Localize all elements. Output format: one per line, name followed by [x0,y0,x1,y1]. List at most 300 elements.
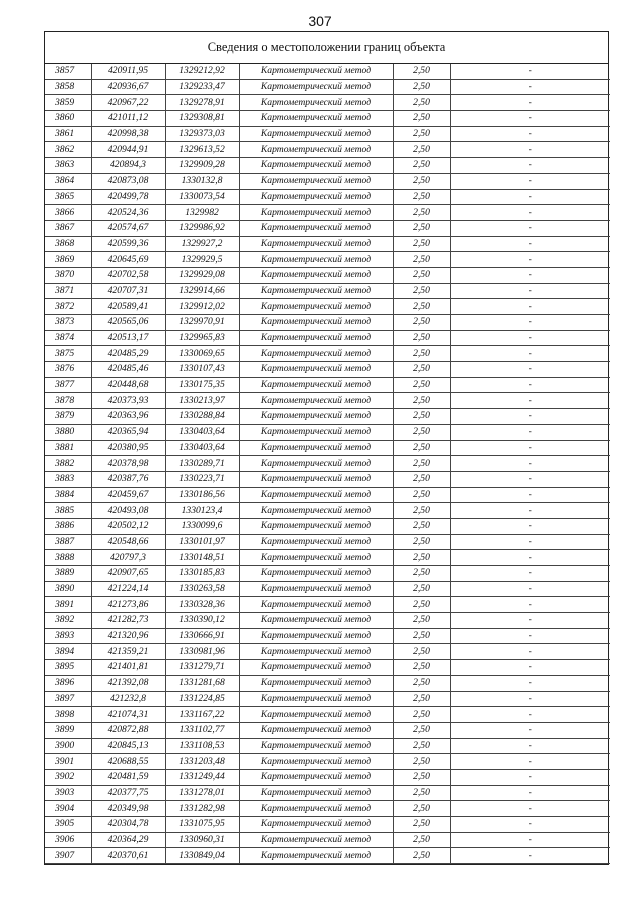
point-number-cell: 3870 [45,267,91,283]
table-row [45,158,610,174]
accuracy-cell: 2,50 [393,79,450,95]
y-coordinate-cell: 1329373,03 [165,126,239,142]
table-row [45,220,610,236]
point-number-cell: 3865 [45,189,91,205]
description-cell: - [450,346,610,362]
accuracy-cell: 2,50 [393,832,450,848]
y-coordinate-cell: 1329965,83 [165,330,239,346]
accuracy-cell: 2,50 [393,158,450,174]
accuracy-cell: 2,50 [393,691,450,707]
accuracy-cell: 2,50 [393,707,450,723]
method-cell: Картометрический метод [239,377,393,393]
accuracy-cell: 2,50 [393,409,450,425]
table-row [45,801,610,817]
method-cell: Картометрический метод [239,754,393,770]
y-coordinate-cell: 1330175,35 [165,377,239,393]
y-coordinate-cell: 1329929,08 [165,267,239,283]
method-cell: Картометрический метод [239,158,393,174]
accuracy-cell: 2,50 [393,126,450,142]
table-row [45,628,610,644]
description-cell: - [450,769,610,785]
table-row [45,675,610,691]
accuracy-cell: 2,50 [393,362,450,378]
description-cell: - [450,801,610,817]
accuracy-cell: 2,50 [393,581,450,597]
point-number-cell: 3878 [45,393,91,409]
sheet-title: Сведения о местоположении границ объекта [45,32,608,64]
point-number-cell: 3887 [45,534,91,550]
accuracy-cell: 2,50 [393,785,450,801]
table-row [45,566,610,582]
y-coordinate-cell: 1329914,66 [165,283,239,299]
point-number-cell: 3894 [45,644,91,660]
method-cell: Картометрический метод [239,628,393,644]
method-cell: Картометрический метод [239,79,393,95]
y-coordinate-cell: 1330213,97 [165,393,239,409]
y-coordinate-cell: 1331108,53 [165,738,239,754]
method-cell: Картометрический метод [239,848,393,864]
y-coordinate-cell: 1329929,5 [165,252,239,268]
x-coordinate-cell: 420967,22 [91,95,165,111]
accuracy-cell: 2,50 [393,252,450,268]
y-coordinate-cell: 1331203,48 [165,754,239,770]
table-row [45,205,610,221]
point-number-cell: 3898 [45,707,91,723]
method-cell: Картометрический метод [239,393,393,409]
method-cell: Картометрический метод [239,283,393,299]
table-row [45,534,610,550]
point-number-cell: 3871 [45,283,91,299]
x-coordinate-cell: 420377,75 [91,785,165,801]
accuracy-cell: 2,50 [393,848,450,864]
accuracy-cell: 2,50 [393,550,450,566]
y-coordinate-cell: 1330263,58 [165,581,239,597]
x-coordinate-cell: 420936,67 [91,79,165,95]
table-row [45,660,610,676]
description-cell: - [450,722,610,738]
page-number: 307 [308,13,332,29]
point-number-cell: 3892 [45,613,91,629]
table-row [45,330,610,346]
x-coordinate-cell: 420797,3 [91,550,165,566]
y-coordinate-cell: 1329212,92 [165,64,239,79]
x-coordinate-cell: 421392,08 [91,675,165,691]
x-coordinate-cell: 420481,59 [91,769,165,785]
y-coordinate-cell: 1331278,01 [165,785,239,801]
description-cell: - [450,817,610,833]
y-coordinate-cell: 1329613,52 [165,142,239,158]
point-number-cell: 3907 [45,848,91,864]
table-row [45,707,610,723]
method-cell: Картометрический метод [239,817,393,833]
point-number-cell: 3881 [45,440,91,456]
x-coordinate-cell: 420378,98 [91,456,165,472]
accuracy-cell: 2,50 [393,675,450,691]
method-cell: Картометрический метод [239,644,393,660]
method-cell: Картометрический метод [239,362,393,378]
table-row [45,252,610,268]
x-coordinate-cell: 420363,96 [91,409,165,425]
accuracy-cell: 2,50 [393,613,450,629]
description-cell: - [450,252,610,268]
x-coordinate-cell: 421011,12 [91,111,165,127]
accuracy-cell: 2,50 [393,628,450,644]
table-row [45,424,610,440]
description-cell: - [450,424,610,440]
x-coordinate-cell: 420448,68 [91,377,165,393]
point-number-cell: 3900 [45,738,91,754]
point-number-cell: 3869 [45,252,91,268]
x-coordinate-cell: 420548,66 [91,534,165,550]
point-number-cell: 3866 [45,205,91,221]
description-cell: - [450,236,610,252]
table-row [45,848,610,864]
description-cell: - [450,581,610,597]
x-coordinate-cell: 421232,8 [91,691,165,707]
point-number-cell: 3862 [45,142,91,158]
y-coordinate-cell: 1330403,64 [165,424,239,440]
method-cell: Картометрический метод [239,142,393,158]
description-cell: - [450,566,610,582]
table-row [45,550,610,566]
table-row [45,173,610,189]
table-row [45,503,610,519]
y-coordinate-cell: 1329912,02 [165,299,239,315]
table-row [45,126,610,142]
description-cell: - [450,267,610,283]
accuracy-cell: 2,50 [393,393,450,409]
point-number-cell: 3902 [45,769,91,785]
y-coordinate-cell: 1331224,85 [165,691,239,707]
accuracy-cell: 2,50 [393,769,450,785]
y-coordinate-cell: 1330328,36 [165,597,239,613]
y-coordinate-cell: 1330288,84 [165,409,239,425]
description-cell: - [450,613,610,629]
description-cell: - [450,832,610,848]
point-number-cell: 3899 [45,722,91,738]
description-cell: - [450,393,610,409]
method-cell: Картометрический метод [239,189,393,205]
method-cell: Картометрический метод [239,597,393,613]
coordinates-table [45,64,610,864]
x-coordinate-cell: 420702,58 [91,267,165,283]
method-cell: Картометрический метод [239,315,393,331]
method-cell: Картометрический метод [239,456,393,472]
coordinates-sheet [44,31,609,865]
table-row [45,769,610,785]
description-cell: - [450,660,610,676]
table-row [45,754,610,770]
table-row [45,267,610,283]
point-number-cell: 3897 [45,691,91,707]
point-number-cell: 3860 [45,111,91,127]
x-coordinate-cell: 420349,98 [91,801,165,817]
method-cell: Картометрический метод [239,801,393,817]
y-coordinate-cell: 1331279,71 [165,660,239,676]
method-cell: Картометрический метод [239,660,393,676]
description-cell: - [450,738,610,754]
method-cell: Картометрический метод [239,236,393,252]
method-cell: Картометрический метод [239,613,393,629]
point-number-cell: 3873 [45,315,91,331]
description-cell: - [450,173,610,189]
table-row [45,362,610,378]
x-coordinate-cell: 420911,95 [91,64,165,79]
description-cell: - [450,362,610,378]
description-cell: - [450,503,610,519]
x-coordinate-cell: 420499,78 [91,189,165,205]
description-cell: - [450,95,610,111]
x-coordinate-cell: 420364,29 [91,832,165,848]
y-coordinate-cell: 1329308,81 [165,111,239,127]
method-cell: Картометрический метод [239,518,393,534]
table-row [45,832,610,848]
x-coordinate-cell: 420304,78 [91,817,165,833]
description-cell: - [450,283,610,299]
table-row [45,95,610,111]
x-coordinate-cell: 420645,69 [91,252,165,268]
y-coordinate-cell: 1330123,4 [165,503,239,519]
point-number-cell: 3903 [45,785,91,801]
x-coordinate-cell: 420589,41 [91,299,165,315]
y-coordinate-cell: 1330069,65 [165,346,239,362]
method-cell: Картометрический метод [239,691,393,707]
point-number-cell: 3888 [45,550,91,566]
method-cell: Картометрический метод [239,503,393,519]
point-number-cell: 3859 [45,95,91,111]
x-coordinate-cell: 420502,12 [91,518,165,534]
point-number-cell: 3904 [45,801,91,817]
x-coordinate-cell: 420872,88 [91,722,165,738]
accuracy-cell: 2,50 [393,440,450,456]
method-cell: Картометрический метод [239,205,393,221]
accuracy-cell: 2,50 [393,315,450,331]
table-row [45,785,610,801]
point-number-cell: 3893 [45,628,91,644]
y-coordinate-cell: 1329927,2 [165,236,239,252]
x-coordinate-cell: 420565,06 [91,315,165,331]
x-coordinate-cell: 421273,86 [91,597,165,613]
y-coordinate-cell: 1330132,8 [165,173,239,189]
point-number-cell: 3906 [45,832,91,848]
x-coordinate-cell: 420894,3 [91,158,165,174]
y-coordinate-cell: 1331167,22 [165,707,239,723]
x-coordinate-cell: 421320,96 [91,628,165,644]
x-coordinate-cell: 420387,76 [91,471,165,487]
method-cell: Картометрический метод [239,409,393,425]
point-number-cell: 3874 [45,330,91,346]
description-cell: - [450,644,610,660]
x-coordinate-cell: 420485,29 [91,346,165,362]
table-row [45,440,610,456]
description-cell: - [450,79,610,95]
point-number-cell: 3889 [45,566,91,582]
accuracy-cell: 2,50 [393,754,450,770]
description-cell: - [450,220,610,236]
x-coordinate-cell: 420485,46 [91,362,165,378]
x-coordinate-cell: 421401,81 [91,660,165,676]
description-cell: - [450,848,610,864]
point-number-cell: 3876 [45,362,91,378]
description-cell: - [450,440,610,456]
table-row [45,393,610,409]
method-cell: Картометрический метод [239,95,393,111]
table-row [45,644,610,660]
description-cell: - [450,754,610,770]
method-cell: Картометрический метод [239,487,393,503]
method-cell: Картометрический метод [239,440,393,456]
x-coordinate-cell: 421224,14 [91,581,165,597]
method-cell: Картометрический метод [239,581,393,597]
point-number-cell: 3868 [45,236,91,252]
method-cell: Картометрический метод [239,64,393,79]
accuracy-cell: 2,50 [393,236,450,252]
point-number-cell: 3863 [45,158,91,174]
accuracy-cell: 2,50 [393,299,450,315]
description-cell: - [450,330,610,346]
point-number-cell: 3901 [45,754,91,770]
table-row [45,487,610,503]
description-cell: - [450,456,610,472]
accuracy-cell: 2,50 [393,597,450,613]
description-cell: - [450,534,610,550]
x-coordinate-cell: 420998,38 [91,126,165,142]
accuracy-cell: 2,50 [393,456,450,472]
accuracy-cell: 2,50 [393,330,450,346]
x-coordinate-cell: 420493,08 [91,503,165,519]
accuracy-cell: 2,50 [393,95,450,111]
y-coordinate-cell: 1329278,91 [165,95,239,111]
table-row [45,597,610,613]
accuracy-cell: 2,50 [393,111,450,127]
method-cell: Картометрический метод [239,252,393,268]
accuracy-cell: 2,50 [393,534,450,550]
accuracy-cell: 2,50 [393,173,450,189]
x-coordinate-cell: 420944,91 [91,142,165,158]
point-number-cell: 3883 [45,471,91,487]
y-coordinate-cell: 1329982 [165,205,239,221]
accuracy-cell: 2,50 [393,346,450,362]
method-cell: Картометрический метод [239,220,393,236]
method-cell: Картометрический метод [239,769,393,785]
table-row [45,64,610,79]
y-coordinate-cell: 1331282,98 [165,801,239,817]
y-coordinate-cell: 1330223,71 [165,471,239,487]
y-coordinate-cell: 1329970,91 [165,315,239,331]
accuracy-cell: 2,50 [393,283,450,299]
point-number-cell: 3885 [45,503,91,519]
x-coordinate-cell: 420459,67 [91,487,165,503]
x-coordinate-cell: 420370,61 [91,848,165,864]
y-coordinate-cell: 1330101,97 [165,534,239,550]
point-number-cell: 3895 [45,660,91,676]
accuracy-cell: 2,50 [393,817,450,833]
accuracy-cell: 2,50 [393,660,450,676]
point-number-cell: 3884 [45,487,91,503]
method-cell: Картометрический метод [239,111,393,127]
description-cell: - [450,487,610,503]
point-number-cell: 3867 [45,220,91,236]
method-cell: Картометрический метод [239,785,393,801]
description-cell: - [450,471,610,487]
description-cell: - [450,189,610,205]
point-number-cell: 3872 [45,299,91,315]
method-cell: Картометрический метод [239,126,393,142]
accuracy-cell: 2,50 [393,377,450,393]
x-coordinate-cell: 421282,73 [91,613,165,629]
point-number-cell: 3858 [45,79,91,95]
x-coordinate-cell: 420873,08 [91,173,165,189]
y-coordinate-cell: 1330390,12 [165,613,239,629]
description-cell: - [450,142,610,158]
method-cell: Картометрический метод [239,566,393,582]
table-row [45,691,610,707]
table-row [45,722,610,738]
description-cell: - [450,597,610,613]
accuracy-cell: 2,50 [393,220,450,236]
table-row [45,79,610,95]
table-row [45,283,610,299]
table-row [45,315,610,331]
method-cell: Картометрический метод [239,738,393,754]
point-number-cell: 3875 [45,346,91,362]
x-coordinate-cell: 420513,17 [91,330,165,346]
table-row [45,189,610,205]
table-row [45,738,610,754]
accuracy-cell: 2,50 [393,142,450,158]
point-number-cell: 3886 [45,518,91,534]
description-cell: - [450,299,610,315]
point-number-cell: 3890 [45,581,91,597]
description-cell: - [450,691,610,707]
method-cell: Картометрический метод [239,471,393,487]
table-row [45,817,610,833]
description-cell: - [450,126,610,142]
x-coordinate-cell: 421359,21 [91,644,165,660]
description-cell: - [450,111,610,127]
x-coordinate-cell: 420365,94 [91,424,165,440]
point-number-cell: 3864 [45,173,91,189]
x-coordinate-cell: 420688,55 [91,754,165,770]
x-coordinate-cell: 420524,36 [91,205,165,221]
x-coordinate-cell: 420380,95 [91,440,165,456]
point-number-cell: 3882 [45,456,91,472]
accuracy-cell: 2,50 [393,205,450,221]
table-row [45,142,610,158]
description-cell: - [450,707,610,723]
y-coordinate-cell: 1330403,64 [165,440,239,456]
accuracy-cell: 2,50 [393,566,450,582]
y-coordinate-cell: 1330073,54 [165,189,239,205]
point-number-cell: 3891 [45,597,91,613]
y-coordinate-cell: 1330107,43 [165,362,239,378]
method-cell: Картометрический метод [239,346,393,362]
description-cell: - [450,205,610,221]
y-coordinate-cell: 1330981,96 [165,644,239,660]
accuracy-cell: 2,50 [393,503,450,519]
table-row [45,299,610,315]
method-cell: Картометрический метод [239,534,393,550]
method-cell: Картометрический метод [239,424,393,440]
y-coordinate-cell: 1329909,28 [165,158,239,174]
accuracy-cell: 2,50 [393,644,450,660]
y-coordinate-cell: 1329233,47 [165,79,239,95]
accuracy-cell: 2,50 [393,738,450,754]
point-number-cell: 3857 [45,64,91,79]
description-cell: - [450,409,610,425]
y-coordinate-cell: 1330666,91 [165,628,239,644]
table-row [45,456,610,472]
